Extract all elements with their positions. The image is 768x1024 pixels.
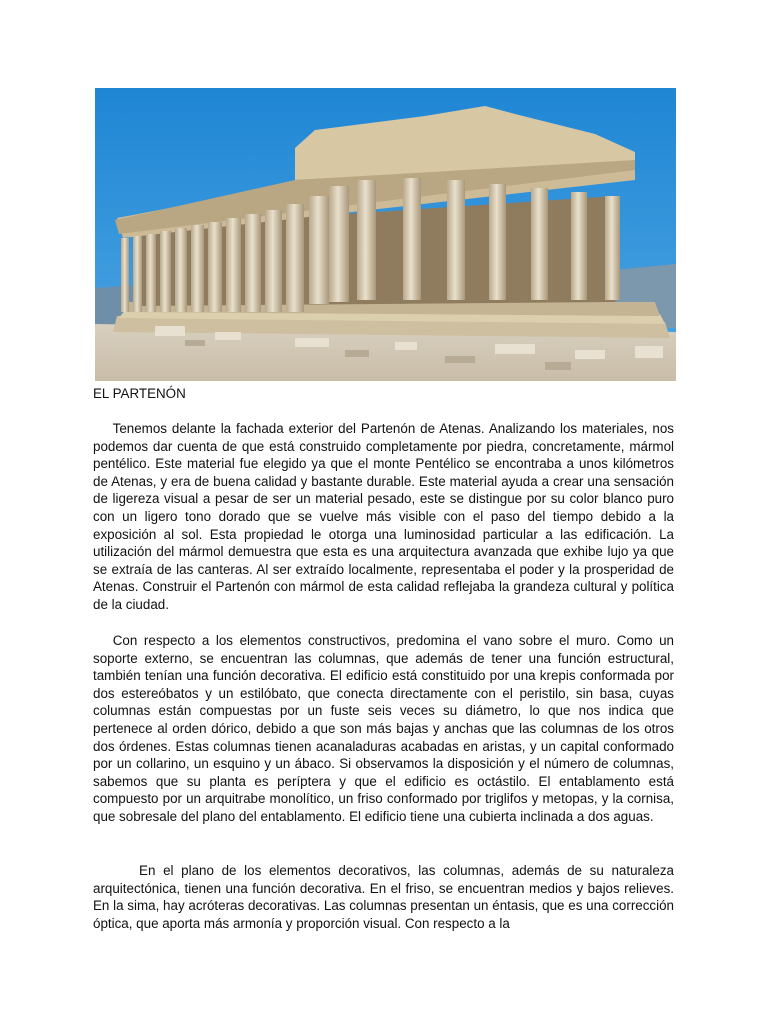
paragraph-decorative-elements: En el plano de los elementos decorativos, las columnas, además de su naturaleza arquitectónica, tienen una función decorativa. En el friso, se encuentran medios y bajos relieves. En la sima, hay acróteras decorativas. Las columnas presentan un éntasis, que es una corrección óptica, que aporta más armonía y proporción visual. Con respecto a la xyxy=(93,863,674,931)
parthenon-photo xyxy=(95,88,676,381)
paragraph-constructive-elements: Con respecto a los elementos constructivos, predomina el vano sobre el muro. Como un soporte externo, se encuentran las columnas, que además de tener una función estructural, también tenían una función decorativa. El edificio está constituido por una krepis conformada por dos estereóbatos y un estilóbato, que conecta directamente con el peristilo, sin basa, cuyas columnas están compuestas por un fuste seis veces su diámetro, lo que nos indica que pertenece al orden dórico, debido a que son más bajas y anchas que las columnas de los otros dos órdenes. Estas columnas tienen acanaladuras acabadas en aristas, y un capital conformado por un collarino, un esquino y un ábaco. Si observamos la disposición y el número de columnas, sabemos que su planta es períptera y que el edificio es octástilo. El entablamento está compuesto por un arquitrabe monolítico, un friso conformado por triglifos y metopas, y la cornisa, que sobresale del plano del entablamento. El edificio tiene una cubierta inclinada a dos aguas. xyxy=(93,633,674,824)
document-title: EL PARTENÓN xyxy=(93,386,186,401)
paragraph-materials: Tenemos delante la fachada exterior del Partenón de Atenas. Analizando los materiales, nos podemos dar cuenta de que está construido completamente por piedra, concretamente, mármol pentélico. Este material fue elegido ya que el monte Pentélico se encontraba a unos kilómetros de Atenas, y era de buena calidad y bastante durable. Este material ayuda a crear una sensación de ligereza visual a pesar de ser un material pesado, este se distingue por su color blanco puro con un ligero tono dorado que se vuelve más visible con el paso del tiempo debido a la exposición al sol. Esta propiedad le otorga una luminosidad particular a las edificación. La utilización del mármol demuestra que esta es una arquitectura avanzada que exhibe lujo ya que se extraía de las canteras. Al ser extraído localmente, representaba el poder y la prosperidad de Atenas. Construir el Partenón con mármol de esta calidad reflejaba la grandeza cultural y política de la ciudad. xyxy=(93,421,674,612)
